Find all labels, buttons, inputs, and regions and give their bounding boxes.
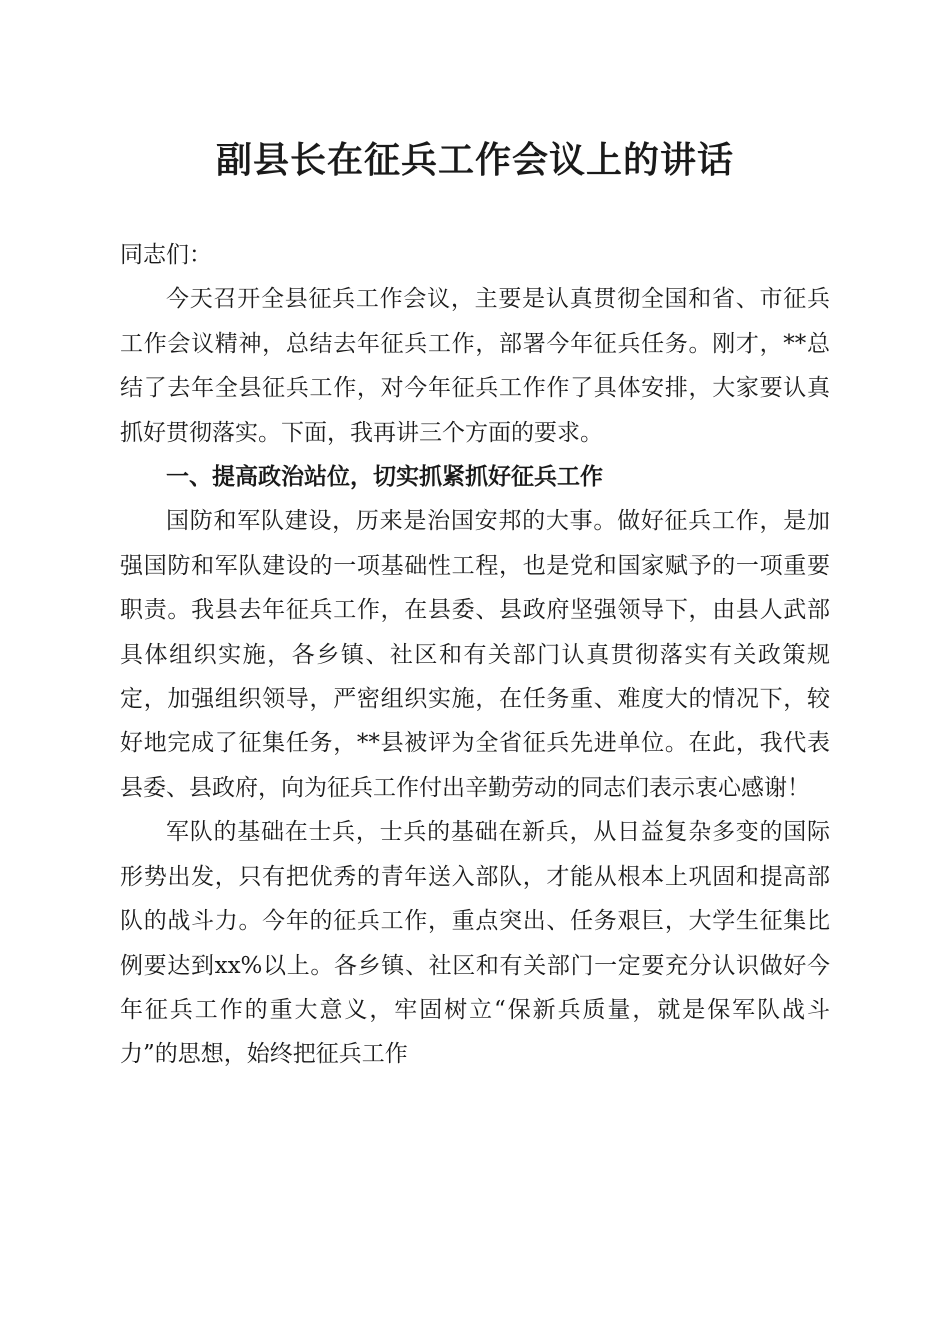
- document-body: [120, 233, 830, 1077]
- section-heading-1: 一、提高政治站位，切实抓紧抓好征兵工作: [166, 464, 603, 491]
- section-1-paragraph-2: 军队的基础在士兵，士兵的基础在新兵，从日益复杂多变的国际形势出发，只有把优秀的青年送入部队，才能从根本上巩固和提高部队的战斗力。今年的征兵工作，重点突出、任务艰巨，大学生征集比例要达到xx%以上。各乡镇、社区和有关部门一定要充分认识做好今年征兵工作的重大意义，牢固树立“保新兵质量，就是保军队战斗力”的思想，始终把征兵工作: [120, 819, 830, 1068]
- section-1-paragraph-1: 国防和军队建设，历来是治国安邦的大事。做好征兵工作，是加强国防和军队建设的一项基础性工程，也是党和国家赋予的一项重要职责。我县去年征兵工作，在县委、县政府坚强领导下，由县人武部具体组织实施，各乡镇、社区和有关部门认真贯彻落实有关政策规定，加强组织领导，严密组织实施，在任务重、难度大的情况下，较好地完成了征集任务，**县被评为全省征兵先进单位。在此，我代表县委、县政府，向为征兵工作付出辛勤劳动的同志们表示衷心感谢！: [120, 508, 830, 801]
- salutation: 同志们：: [120, 242, 212, 268]
- intro-paragraph: 今天召开全县征兵工作会议，主要是认真贯彻全国和省、市征兵工作会议精神，总结去年征兵工作，部署今年征兵任务。刚才，**总结了去年全县征兵工作，对今年征兵工作作了具体安排，大家要认真抓好贯彻落实。下面，我再讲三个方面的要求。: [120, 286, 830, 446]
- document-title: 副县长在征兵工作会议上的讲话: [215, 139, 734, 181]
